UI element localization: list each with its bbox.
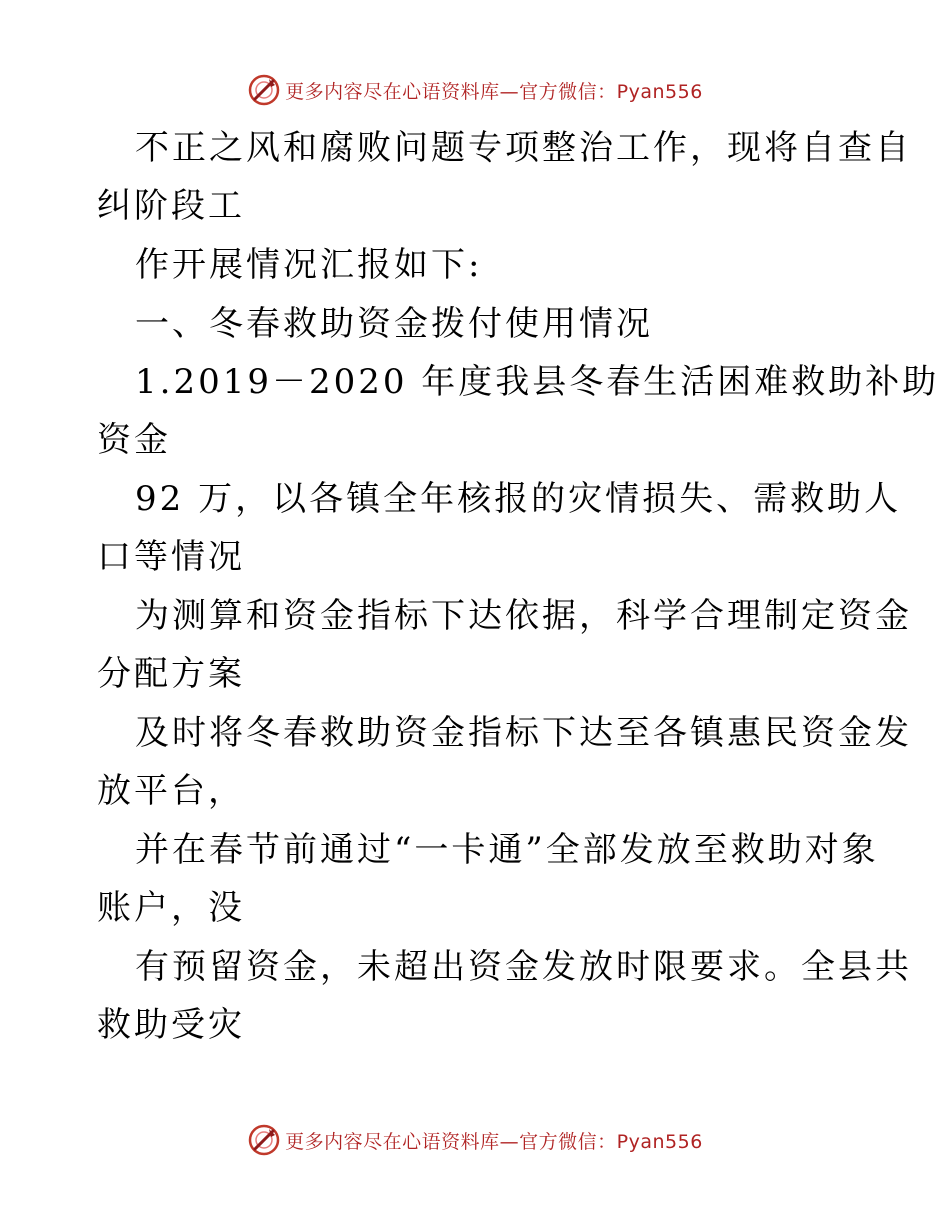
text-line: 为测算和资金指标下达依据，科学合理制定资金 — [135, 596, 912, 636]
footer-banner-text: 更多内容尽在心语资料库—官方微信：Pyan556 — [285, 1130, 703, 1153]
text-line: 并在春节前通过“一卡通”全部发放至救助对象 — [135, 830, 879, 870]
text-line: 1.2019－2020 年度我县冬春生活困难救助补助 — [135, 362, 940, 402]
text-line: 救助受灾 — [97, 1005, 245, 1045]
header-banner-text: 更多内容尽在心语资料库—官方微信：Pyan556 — [285, 80, 703, 103]
text-line: 分配方案 — [97, 654, 245, 694]
text-line: 及时将冬春救助资金指标下达至各镇惠民资金发 — [135, 713, 912, 753]
text-line: 资金 — [97, 420, 171, 460]
footer-banner — [0, 1120, 950, 1160]
text-line: 放平台， — [97, 771, 245, 811]
watermark-logo-icon — [247, 73, 281, 107]
section-heading: 一、冬春救助资金拨付使用情况 — [135, 304, 653, 344]
text-line: 作开展情况汇报如下: — [135, 245, 483, 285]
text-line: 92 万，以各镇全年核报的灾情损失、需救助人 — [135, 479, 902, 519]
text-line: 不正之风和腐败问题专项整治工作，现将自查自 — [135, 128, 912, 168]
text-line: 有预留资金，未超出资金发放时限要求。全县共 — [135, 947, 912, 987]
watermark-logo-icon — [247, 1123, 281, 1157]
text-line: 账户，没 — [97, 888, 245, 928]
text-line: 口等情况 — [97, 537, 245, 577]
text-line: 纠阶段工 — [97, 186, 245, 226]
header-banner — [0, 70, 950, 110]
